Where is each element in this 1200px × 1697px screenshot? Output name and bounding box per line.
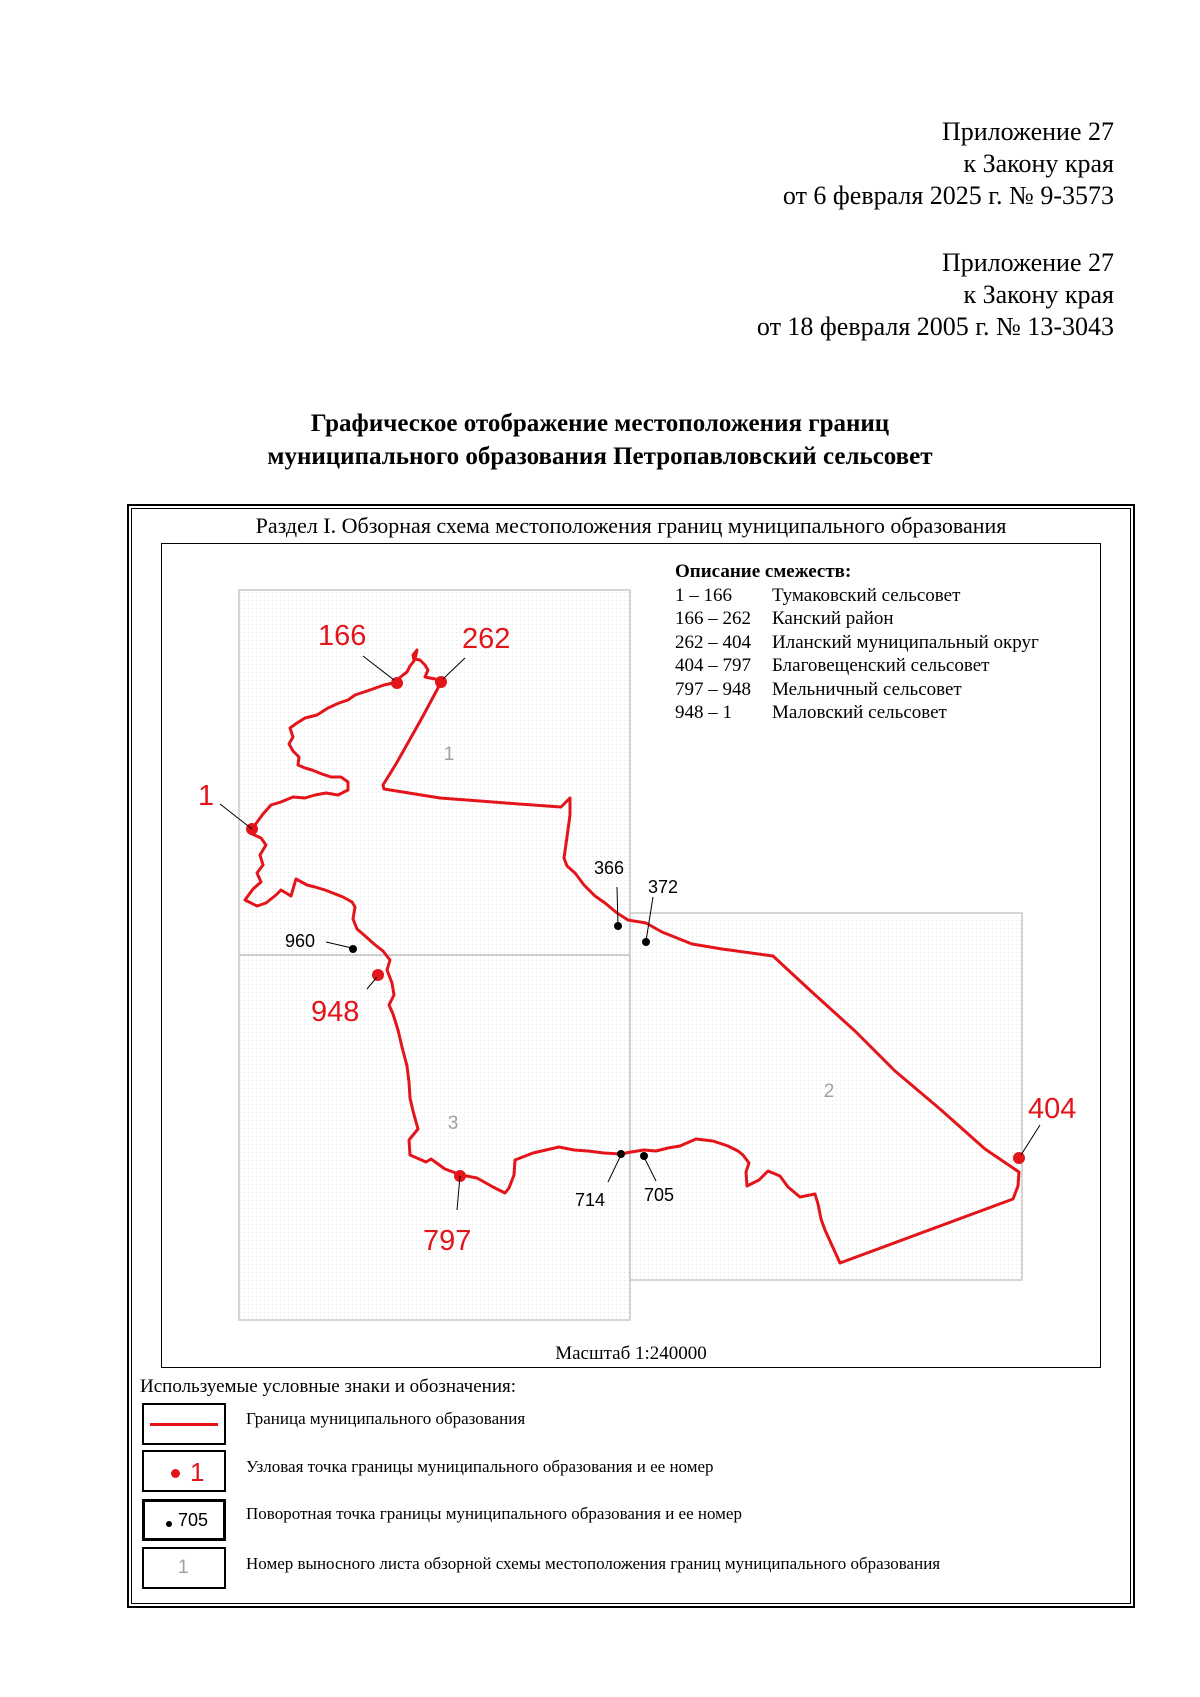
adjacency-name: Канский район	[772, 608, 894, 629]
turning-point-sample-number: 705	[178, 1510, 209, 1530]
adjacency-row	[675, 678, 1039, 702]
adjacency-range: 166 – 262	[675, 608, 751, 629]
node-point-sample-dot	[171, 1469, 180, 1478]
turning-label-705: 705	[644, 1185, 675, 1205]
adjacency-name: Маловский сельсовет	[772, 702, 947, 723]
turning-label-714: 714	[575, 1190, 606, 1210]
turning-label-372: 372	[648, 877, 679, 897]
adjacency-name: Иланский муниципальный округ	[772, 631, 1039, 653]
title-line: муниципального образования Петропавловский сельсовет	[267, 443, 933, 470]
adjacency-row	[675, 701, 1039, 725]
appendix-line: к Закону края	[963, 149, 1114, 178]
adjacency-range: 948 – 1	[675, 702, 732, 723]
sheet-number-1: 1	[443, 744, 455, 765]
node-label-1: 1	[198, 780, 215, 812]
legend-text-sheet-number: Номер выносного листа обзорной схемы местоположения границ муниципального образования	[246, 1554, 941, 1573]
turning-label-366: 366	[594, 858, 625, 878]
appendix-line: от 18 февраля 2005 г. № 13-3043	[756, 312, 1114, 341]
adjacency-row	[675, 654, 1039, 678]
adjacency-row	[675, 631, 1039, 655]
sheet-1-area	[239, 590, 630, 955]
legend-sample-node-point	[142, 1450, 226, 1492]
legend-sample-sheet-number	[142, 1547, 226, 1589]
node-point-262	[435, 676, 447, 688]
node-label-797: 797	[423, 1225, 472, 1257]
legend-text-turning-point: Поворотная точка границы муниципального образования и ее номер	[246, 1504, 742, 1523]
adjacency-range: 1 – 166	[675, 584, 732, 606]
appendix-line: Приложение 27	[941, 117, 1114, 146]
turning-point-sample-dot	[166, 1521, 172, 1527]
sheet-number-sample: 1	[178, 1557, 189, 1578]
turning-label-960: 960	[285, 931, 316, 951]
boundary-line-sample	[150, 1423, 218, 1426]
appendix-line: от 6 февраля 2025 г. № 9-3573	[782, 181, 1114, 210]
adjacency-range: 404 – 797	[675, 655, 751, 676]
node-point-404	[1013, 1152, 1025, 1164]
node-label-166: 166	[318, 620, 367, 652]
adjacency-row	[675, 584, 1039, 608]
legend-sample-boundary	[142, 1403, 226, 1445]
map-scale: Масштаб 1:240000	[555, 1343, 707, 1364]
node-label-262: 262	[462, 623, 511, 655]
legend-sample-turning-point	[142, 1499, 226, 1541]
node-point-sample-number: 1	[190, 1457, 205, 1487]
adjacency-range: 797 – 948	[675, 678, 751, 700]
sheet-number-3: 3	[447, 1113, 459, 1134]
turning-point-960	[349, 945, 357, 953]
turning-point-705	[640, 1152, 648, 1160]
title-line: Графическое отображение местоположения границ	[310, 410, 890, 437]
legend-text-boundary: Граница муниципального образования	[246, 1409, 526, 1428]
node-point-948	[372, 969, 384, 981]
appendix-line: к Закону края	[963, 280, 1114, 309]
legend-text-node-point: Узловая точка границы муниципального образования и ее номер	[246, 1457, 714, 1476]
section-title: Раздел I. Обзорная схема местоположения границ муниципального образования	[255, 513, 1007, 538]
adjacency-range: 262 – 404	[675, 631, 751, 653]
appendix-line: Приложение 27	[941, 248, 1114, 277]
adjacency-name: Тумаковский сельсовет	[772, 584, 961, 606]
adjacency-name: Благовещенский сельсовет	[772, 655, 990, 676]
legend-title: Используемые условные знаки и обозначения:	[140, 1376, 517, 1397]
adjacency-name: Мельничный сельсовет	[772, 678, 962, 700]
node-label-948: 948	[311, 996, 360, 1028]
adjacency-row	[675, 607, 1039, 631]
sheet-3-area	[239, 955, 630, 1320]
adjacency-title: Описание смежеств:	[675, 561, 852, 582]
turning-point-714	[617, 1150, 625, 1158]
node-label-404: 404	[1028, 1093, 1077, 1125]
sheet-number-2: 2	[823, 1081, 835, 1102]
adjacency-description	[675, 560, 1039, 725]
